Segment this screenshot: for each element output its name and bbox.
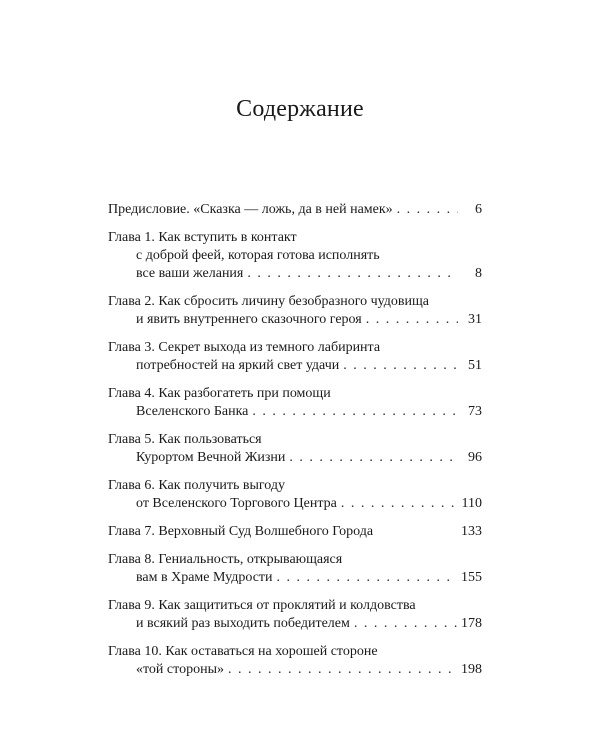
toc-entry[interactable] xyxy=(108,551,482,587)
toc-entry-title: с доброй феей, которая готова исполнять xyxy=(136,248,380,263)
toc-entry-title: Курортом Вечной Жизни xyxy=(136,450,286,465)
toc-entry[interactable] xyxy=(108,201,482,219)
page-title: Содержание xyxy=(236,96,364,122)
toc-page-number: 155 xyxy=(461,570,482,585)
toc-page-number: 96 xyxy=(468,450,482,465)
toc-entry-title: все ваши желания xyxy=(136,266,244,281)
toc-entry-title: Глава 10. Как оставаться на хорошей стороне xyxy=(108,644,378,659)
toc-page-number: 8 xyxy=(475,266,482,281)
toc-entry[interactable] xyxy=(108,431,482,467)
dot-leader xyxy=(366,311,458,329)
toc-page-number: 73 xyxy=(468,404,482,419)
toc-entry-title: Глава 9. Как защититься от проклятий и колдовства xyxy=(108,598,416,613)
toc-page-number: 133 xyxy=(461,524,482,539)
toc-entry[interactable] xyxy=(108,643,482,679)
toc-entry-title: и явить внутреннего сказочного героя xyxy=(136,312,362,327)
toc-entry-title: Глава 1. Как вступить в контакт xyxy=(108,230,297,245)
toc-entry-title: вам в Храме Мудрости xyxy=(136,570,273,585)
toc-entry-title: потребностей на яркий свет удачи xyxy=(136,358,340,373)
table-of-contents xyxy=(108,201,482,689)
toc-page-number: 6 xyxy=(475,202,482,217)
dot-leader xyxy=(341,495,458,513)
toc-entry[interactable] xyxy=(108,523,482,541)
toc-entry-title: Глава 5. Как пользоваться xyxy=(108,432,262,447)
toc-entry-title: Глава 7. Верховный Суд Волшебного Города xyxy=(108,524,374,539)
toc-entry-title: Глава 2. Как сбросить личину безобразного чудовища xyxy=(108,294,430,309)
dot-leader xyxy=(354,615,457,633)
dot-leader xyxy=(252,403,458,421)
dot-leader xyxy=(247,265,458,283)
toc-entry-title: и всякий раз выходить победителем xyxy=(136,616,350,631)
dot-leader xyxy=(277,569,457,587)
toc-page-number: 198 xyxy=(461,662,482,677)
toc-entry-title: от Вселенского Торгового Центра xyxy=(136,496,337,511)
dot-leader xyxy=(343,357,458,375)
toc-entry-title: Глава 8. Гениальность, открывающаяся xyxy=(108,552,343,567)
toc-entry[interactable] xyxy=(108,597,482,633)
dot-leader xyxy=(397,201,458,219)
dot-leader xyxy=(228,661,457,679)
toc-entry-title: Вселенского Банка xyxy=(136,404,249,419)
toc-entry[interactable] xyxy=(108,229,482,283)
toc-entry-title: «той стороны» xyxy=(136,662,224,677)
toc-page-number: 51 xyxy=(468,358,482,373)
toc-entry[interactable] xyxy=(108,293,482,329)
toc-entry[interactable] xyxy=(108,339,482,375)
toc-page-number: 31 xyxy=(468,312,482,327)
toc-page-number: 110 xyxy=(461,496,482,511)
dot-leader xyxy=(289,449,458,467)
toc-entry-title: Глава 3. Секрет выхода из темного лабиринта xyxy=(108,340,381,355)
toc-entry-title: Глава 4. Как разбогатеть при помощи xyxy=(108,386,331,401)
toc-page-number: 178 xyxy=(461,616,482,631)
toc-entry-title: Предисловие. «Сказка — ложь, да в ней намек» xyxy=(108,202,393,217)
toc-entry[interactable] xyxy=(108,477,482,513)
toc-entry[interactable] xyxy=(108,385,482,421)
toc-entry-title: Глава 6. Как получить выгоду xyxy=(108,478,286,493)
